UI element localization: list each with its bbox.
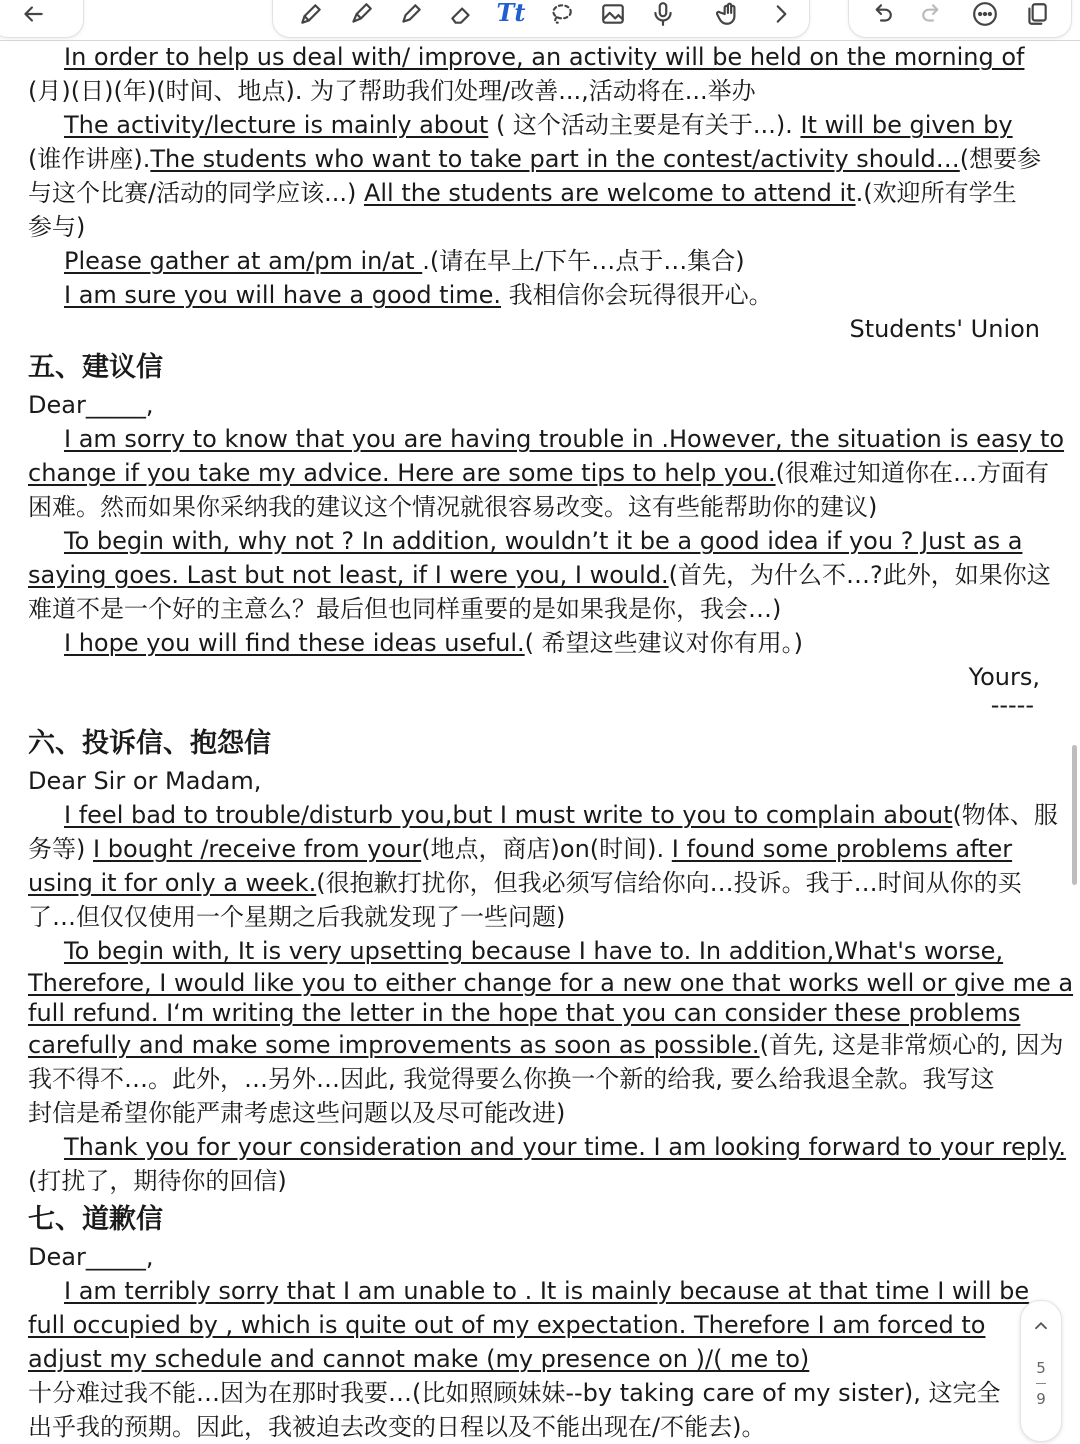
- underlined-phrase: I am sorry to know that you are having trouble in .However, the situation is easy to: [64, 425, 1065, 453]
- signature: Students' Union: [849, 315, 1040, 343]
- underlined-phrase: I am terribly sorry that I am unable to . It is mainly because at that time I will be: [64, 1277, 1030, 1305]
- notice-line: [28, 176, 1050, 210]
- notice-line: [28, 142, 1050, 176]
- letter-line: [28, 832, 1050, 866]
- letter-line: [28, 1342, 1050, 1376]
- underlined-phrase: The activity/lecture is mainly about: [64, 111, 489, 139]
- inline-text: (很抱歉打扰你，但我必须写信给你向…投诉。我于…时间从你的买: [316, 869, 1022, 897]
- page-divider: [1036, 1383, 1046, 1384]
- tools-pill: [272, 0, 810, 38]
- chevron-up-icon[interactable]: [1030, 1315, 1052, 1341]
- underlined-phrase: Therefore, I would like you to either change for a new one that works well or give me a: [28, 969, 1074, 997]
- inline-text: (物体、服: [952, 801, 1058, 829]
- inline-text: (首先, 这是非常烦心的, 因为: [759, 1031, 1064, 1059]
- letter-line: 封信是希望你能严肃考虑这些问题以及尽可能改进): [28, 1099, 566, 1127]
- letter-line: [28, 1130, 1067, 1164]
- letter-line: [28, 422, 1065, 456]
- inline-text: ( 这个活动主要是有关于...).: [488, 111, 801, 139]
- underlined-phrase: Please gather at am/pm in/at: [64, 247, 423, 275]
- inline-text: ( 希望这些建议对你有用。): [524, 629, 803, 657]
- back-arrow-icon[interactable]: [13, 1, 53, 27]
- letter-line: 出乎我的预期。因此，我被迫去改变的日程以及不能出现在/不能去)。: [28, 1413, 766, 1441]
- top-toolbar: [0, 0, 1080, 41]
- underlined-phrase: adjust my schedule and cannot make (my presence on )/( me to): [28, 1345, 810, 1373]
- inline-text: (想要参: [959, 145, 1042, 173]
- hand-icon[interactable]: [709, 1, 749, 27]
- inline-text: (首先，为什么不…?此外，如果你这: [668, 561, 1051, 589]
- inline-text: 我相信你会玩得很开心。: [501, 281, 773, 309]
- signature-placeholder: -----: [990, 691, 1034, 719]
- lasso-icon[interactable]: [541, 1, 581, 27]
- salutation: Dear Sir or Madam,: [28, 767, 262, 795]
- underlined-phrase: I hope you will find these ideas useful.: [64, 629, 525, 657]
- notice-line: (月)(日)(年)(时间、地点). 为了帮助我们处理/改善...,活动将在...举办: [28, 77, 756, 105]
- underlined-phrase: I feel bad to trouble/disturb you,but I must write to you to complain about: [64, 801, 953, 829]
- redo-icon[interactable]: [913, 1, 953, 27]
- underlined-phrase: full refund. I‘m writing the letter in the hope that you can consider these problems: [28, 999, 1021, 1027]
- eraser-icon[interactable]: [441, 1, 481, 27]
- letter-line: [28, 1028, 1064, 1062]
- letter-line: 我不得不…。此外，…另外…因此, 我觉得要么你换一个新的给我, 要么给我退全款。我写这: [28, 1065, 995, 1093]
- letter-line: [28, 1308, 1050, 1342]
- document-page: [28, 40, 1074, 1444]
- salutation: Dear_____,: [28, 391, 154, 419]
- underlined-phrase: It will be given by: [800, 111, 1013, 139]
- notice-line: 参与): [28, 213, 86, 241]
- notice-line: [28, 40, 1050, 74]
- underlined-phrase: saying goes. Last but not least, if I were you, I would.: [28, 561, 669, 589]
- underlined-phrase: Thank you for your consideration and your time. I am looking forward to your reply.: [64, 1133, 1067, 1161]
- letter-line: [28, 558, 1050, 592]
- closing: Yours,: [968, 663, 1040, 691]
- inline-text: 务等): [28, 835, 93, 863]
- letter-line: 难道不是一个好的主意么？最后但也同样重要的是如果我是你，我会…): [28, 595, 782, 623]
- letter-line: [28, 866, 1050, 900]
- inline-text: .(欢迎所有学生: [855, 179, 1017, 207]
- section-heading: 六、投诉信、抱怨信: [28, 728, 271, 759]
- underlined-phrase: I bought /receive from your: [93, 835, 422, 863]
- inline-text: (地点，商店)on(时间).: [421, 835, 672, 863]
- letter-line: 十分难过我不能…因为在那时我要…(比如照顾妹妹--by taking care of my sister), 这完全: [28, 1379, 1001, 1407]
- pages-icon[interactable]: [1017, 1, 1057, 27]
- letter-line: [28, 1274, 1050, 1308]
- current-page: 5: [1036, 1359, 1046, 1377]
- underlined-phrase: I am sure you will have a good time.: [64, 281, 502, 309]
- more-icon[interactable]: [965, 1, 1005, 27]
- letter-line: [28, 798, 1058, 832]
- back-pill: [0, 0, 84, 38]
- undo-icon[interactable]: [861, 1, 901, 27]
- actions-pill: [848, 0, 1072, 38]
- underlined-phrase: To begin with, It is very upsetting because I have to. In addition,What's worse,: [64, 937, 1004, 965]
- underlined-phrase: carefully and make some improvements as soon as possible.: [28, 1031, 760, 1059]
- page-indicator[interactable]: [1020, 1300, 1062, 1442]
- total-pages: 9: [1036, 1390, 1046, 1408]
- notice-line: [28, 278, 1050, 312]
- letter-line: 困难。然而如果你采纳我的建议这个情况就很容易改变。这有些能帮助你的建议): [28, 493, 878, 521]
- underlined-phrase: change if you take my advice. Here are some tips to help you.: [28, 459, 776, 487]
- underlined-phrase: using it for only a week.: [28, 869, 317, 897]
- inline-text: (很难过知道你在…方面有: [775, 459, 1049, 487]
- letter-line: (打扰了，期待你的回信): [28, 1167, 287, 1195]
- inline-text: (谁作讲座).: [28, 145, 151, 173]
- chevron-right-icon[interactable]: [761, 1, 801, 27]
- marker-icon[interactable]: [391, 1, 431, 27]
- notice-line: [28, 108, 1050, 142]
- letter-line: [28, 456, 1050, 490]
- pen-icon[interactable]: [291, 1, 331, 27]
- salutation: Dear_____,: [28, 1243, 154, 1271]
- letter-line: [28, 626, 1050, 660]
- underlined-phrase: To begin with, why not ? In addition, wouldn’t it be a good idea if you ? Just as a: [64, 527, 1023, 555]
- section-heading: 七、道歉信: [28, 1204, 163, 1235]
- notice-line: [28, 244, 1050, 278]
- section-heading: 五、建议信: [28, 352, 163, 383]
- letter-line: [28, 934, 1050, 968]
- letter-line: [28, 524, 1050, 558]
- underlined-phrase: full occupied by , which is quite out of my expectation. Therefore I am forced to: [28, 1311, 986, 1339]
- underlined-phrase: I found some problems after: [671, 835, 1013, 863]
- mic-icon[interactable]: [643, 1, 683, 27]
- letter-line: [28, 998, 1050, 1028]
- highlighter-icon[interactable]: [341, 1, 381, 27]
- letter-line: [28, 968, 1074, 998]
- image-icon[interactable]: [593, 1, 633, 27]
- letter-line: 了…但仅仅使用一个星期之后我就发现了一些问题): [28, 903, 566, 931]
- underlined-phrase: The students who want to take part in the contest/activity should…: [150, 145, 960, 173]
- text-tool-icon[interactable]: Tt: [496, 0, 526, 27]
- underlined-phrase: In order to help us deal with/ improve, an activity will be held on the morning of: [64, 43, 1025, 71]
- scrollbar[interactable]: [1072, 745, 1077, 885]
- underlined-phrase: All the students are welcome to attend it: [363, 179, 856, 207]
- inline-text: 与这个比赛/活动的同学应该...): [28, 179, 364, 207]
- inline-text: .(请在早上/下午…点于…集合): [422, 247, 745, 275]
